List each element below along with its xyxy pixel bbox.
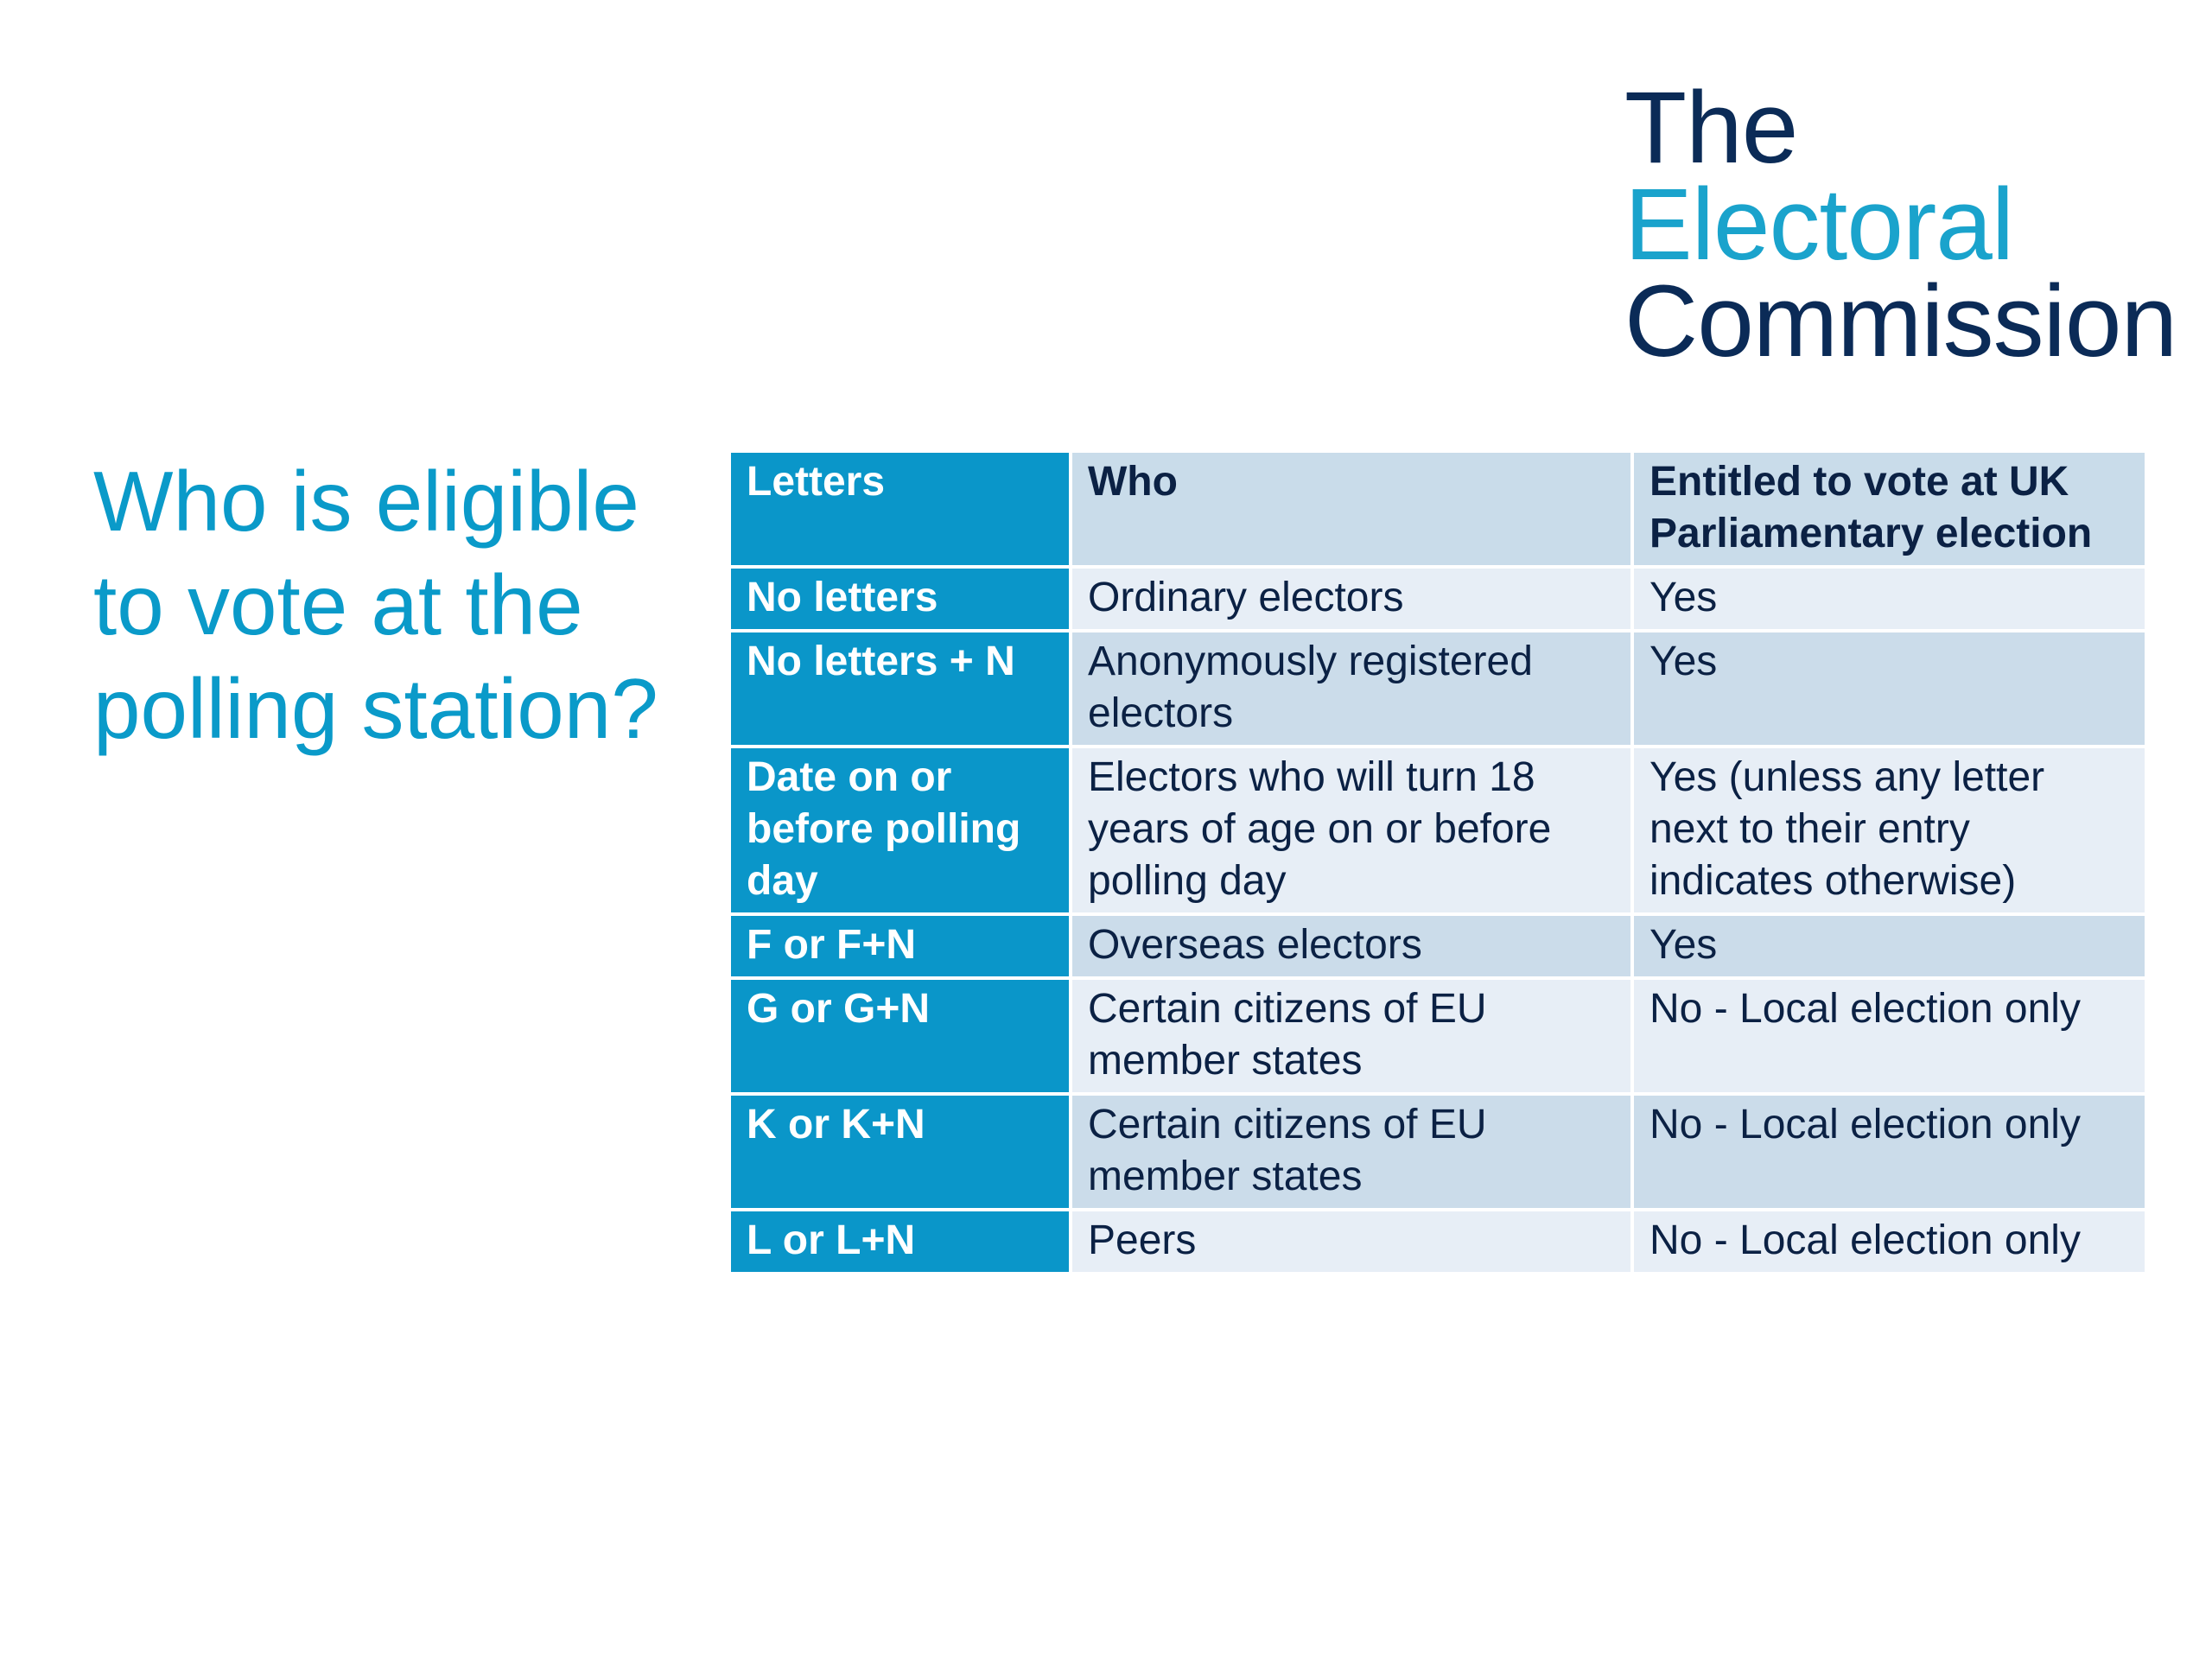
cell-entitled: No - Local election only [1632,978,2146,1094]
logo-line-commission: Commission [1624,264,2177,378]
slide-title: Who is eligible to vote at the polling station? [93,454,658,756]
logo-line-electoral: Electoral [1624,168,2014,282]
cell-who: Electors who will turn 18 years of age on or before polling day [1071,747,1632,914]
cell-letters: K or K+N [729,1094,1071,1210]
table-row [729,1210,2146,1274]
cell-letters: No letters + N [729,631,1071,747]
cell-entitled: Yes [1632,567,2146,631]
cell-who: Ordinary electors [1071,567,1632,631]
cell-who: Certain citizens of EU member states [1071,978,1632,1094]
cell-who: Overseas electors [1071,914,1632,978]
cell-entitled: Yes [1632,914,2146,978]
table-header-row [729,451,2146,567]
table-row [729,567,2146,631]
table-row [729,914,2146,978]
cell-letters: F or F+N [729,914,1071,978]
table-row [729,747,2146,914]
header-letters: Letters [729,451,1071,567]
electoral-commission-logo [1624,71,2177,378]
cell-entitled: No - Local election only [1632,1210,2146,1274]
cell-letters: G or G+N [729,978,1071,1094]
header-entitled: Entitled to vote at UK Parliamentary election [1632,451,2146,567]
cell-who: Peers [1071,1210,1632,1274]
cell-entitled: Yes [1632,631,2146,747]
table-row [729,1094,2146,1210]
cell-letters: Date on or before polling day [729,747,1071,914]
cell-entitled: No - Local election only [1632,1094,2146,1210]
logo-line-the: The [1624,71,1798,185]
cell-who: Certain citizens of EU member states [1071,1094,1632,1210]
header-who: Who [1071,451,1632,567]
cell-letters: No letters [729,567,1071,631]
cell-entitled: Yes (unless any letter next to their entry indicates otherwise) [1632,747,2146,914]
table-row [729,978,2146,1094]
cell-who: Anonymously registered electors [1071,631,1632,747]
table-row [729,631,2146,747]
eligibility-table [728,449,2148,1275]
cell-letters: L or L+N [729,1210,1071,1274]
